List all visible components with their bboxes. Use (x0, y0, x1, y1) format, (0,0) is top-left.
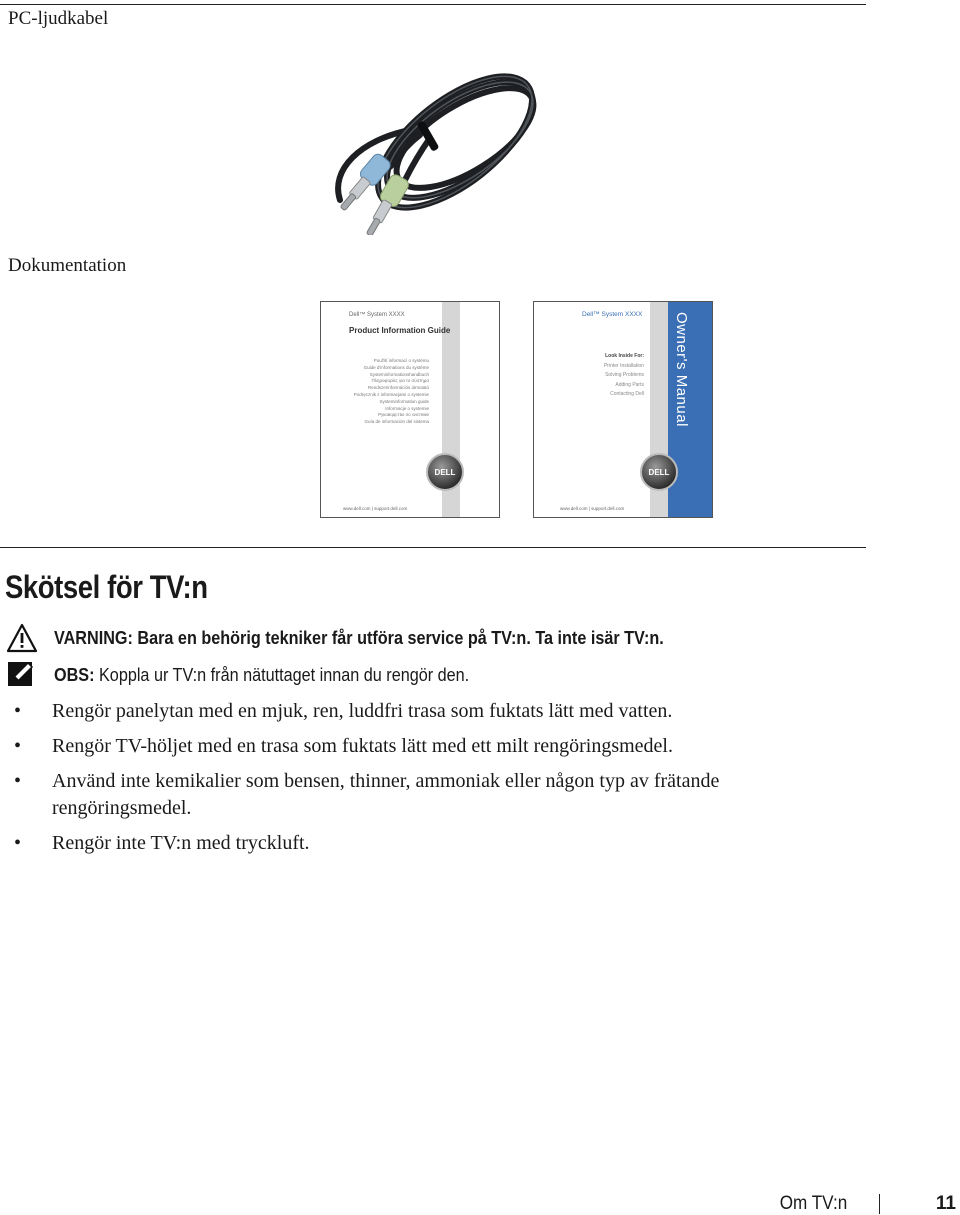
product-information-guide-image (320, 301, 500, 518)
top-rule (0, 4, 866, 5)
top-label: PC-ljudkabel (8, 8, 109, 29)
bullet-icon: • (14, 770, 22, 792)
list-item: • Rengör inte TV:n med tryckluft. (14, 830, 814, 857)
warning-notice (6, 623, 732, 653)
manual-brand: Dell™ System XXXX (582, 311, 643, 318)
audio-cable-image (300, 50, 570, 235)
note-pencil-icon (6, 660, 38, 690)
section-title: Skötsel för TV:n (5, 569, 208, 605)
note-notice (6, 660, 515, 690)
note-label: OBS: (54, 664, 95, 685)
warning-icon (6, 623, 38, 653)
guide-language-list: Použití informací o systému Guide d'informations du système Systeminformationshandbuch Πληροφορίες για το σύστημα Rendszerinformációs útmutató Podręcznik z informacjami o systemie Systeminformation guide Informacje o systemie Руководство по системе Guía de información del sistema (353, 358, 429, 425)
manual-contents: Look Inside For: Printer Installation Solving Problems Adding Parts Contacting Dell (603, 353, 644, 397)
footer-section: Om TV:n (779, 1193, 848, 1214)
manual-url: www.dell.com | support.dell.com (560, 506, 625, 511)
note-text: Koppla ur TV:n från nätuttaget innan du rengör den. (94, 664, 470, 685)
list-item: • Rengör TV-höljet med en trasa som fuktats lätt med ett milt rengöringsmedel. (14, 733, 814, 760)
cleaning-instructions-list (14, 698, 814, 865)
list-item: • Rengör panelytan med en mjuk, ren, luddfri trasa som fuktats lätt med vatten. (14, 698, 814, 725)
owners-manual-image (533, 301, 713, 518)
section-rule (0, 547, 866, 548)
bullet-icon: • (14, 832, 22, 854)
page-footer (776, 1193, 960, 1215)
guide-url: www.dell.com | support.dell.com (343, 506, 408, 511)
owners-manual-spine-title: Owner's Manual (673, 312, 690, 427)
page-number: 11 (935, 1193, 956, 1214)
dell-logo: DELL (640, 453, 678, 491)
bullet-icon: • (14, 700, 22, 722)
guide-title: Product Information Guide (349, 326, 451, 335)
documentation-label: Dokumentation (8, 255, 127, 276)
footer-divider (879, 1194, 880, 1214)
warning-text: Bara en behörig tekniker får utföra service på TV:n. Ta inte isär TV:n. (132, 627, 664, 648)
bullet-icon: • (14, 735, 22, 757)
warning-label: VARNING: (54, 627, 133, 648)
dell-logo: DELL (426, 453, 464, 491)
list-item: • Använd inte kemikalier som bensen, thinner, ammoniak eller någon typ av frätande rengöringsmedel. (14, 770, 720, 819)
guide-brand: Dell™ System XXXX (349, 312, 405, 318)
